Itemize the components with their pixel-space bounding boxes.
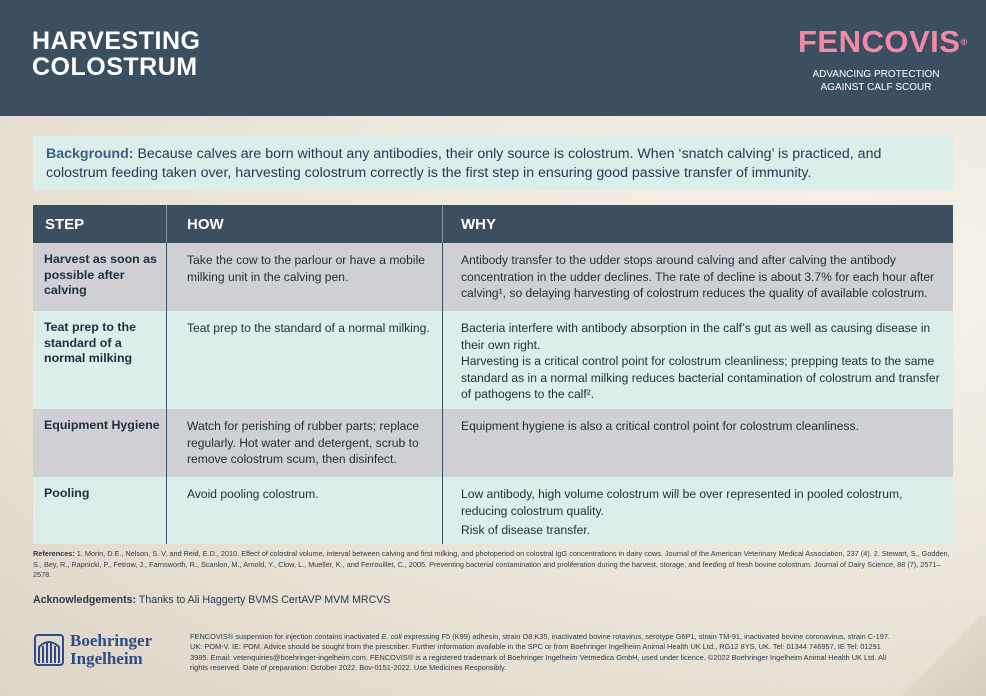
- background-box: [33, 136, 953, 190]
- step-cell: Teat prep to the standard of a normal milking: [44, 320, 137, 365]
- tagline-line-2: AGAINST CALF SCOUR: [820, 82, 932, 93]
- brand-reg-mark: ®: [960, 37, 968, 47]
- acknowledgements-label: Acknowledgements:: [33, 594, 137, 606]
- why-paragraph: Equipment hygiene is also a critical control point for colostrum cleanliness.: [461, 419, 859, 433]
- fencovis-logo: [798, 26, 968, 58]
- why-cell: [442, 477, 953, 544]
- how-cell: Avoid pooling colostrum.: [166, 477, 442, 544]
- brand-tagline: [790, 68, 962, 94]
- how-cell: Teat prep to the standard of a normal milking.: [166, 311, 442, 409]
- why-cell: [442, 409, 953, 477]
- why-cell: [442, 243, 953, 311]
- boehringer-logo: [34, 632, 152, 668]
- footer-text-1: FENCOVIS® suspension for injection contains inactivated: [190, 632, 382, 641]
- why-cell: [442, 311, 953, 409]
- why-paragraph: Harvesting is a critical control point for colostrum cleanliness; prepping teats to the same standard as in a normal milking reduces bacterial contamination of colostrum and transfer of pathogens to the calf².: [461, 354, 940, 401]
- table-row: [33, 477, 953, 544]
- brand-name: FENCOVIS: [798, 24, 961, 59]
- company-line-1: Boehringer: [70, 631, 153, 650]
- page-curl: [896, 616, 986, 696]
- header-banner: [0, 0, 986, 116]
- tagline-line-1: ADVANCING PROTECTION: [812, 69, 940, 80]
- references-label: References:: [33, 549, 75, 558]
- header-step: STEP: [45, 215, 85, 233]
- background-label: Background:: [46, 146, 134, 162]
- company-line-2: Ingelheim: [70, 649, 143, 668]
- step-cell: Harvest as soon as possible after calving: [44, 252, 157, 297]
- step-cell: Pooling: [44, 486, 90, 500]
- acknowledgements-text: Thanks to Ali Haggerty BVMS CertAVP MVM MRCVS: [136, 594, 391, 606]
- background-text: Because calves are born without any antibodies, their only source is colostrum. When ‘snatch calving’ is practiced, and colostrum feeding taken over, harvesting colostrum correctly is the first step in ensuring good passive transfer of immunity.: [46, 146, 882, 181]
- company-name: [70, 632, 152, 668]
- why-paragraph: Antibody transfer to the udder stops around calving and after calving the antibody concentration in the udder declines. The rate of decline is about 3.7% for each hour after calving¹, so delaying harvesting of colostrum reduces the quality of available colostrum.: [461, 253, 935, 300]
- legal-footer: [190, 632, 890, 673]
- how-cell: Take the cow to the parlour or have a mobile milking unit in the calving pen.: [166, 243, 442, 311]
- header-how: HOW: [166, 205, 442, 243]
- step-cell: Equipment Hygiene: [44, 418, 160, 432]
- acknowledgements: [33, 594, 390, 606]
- footer-text-2: expressing F5 (K99) adhesin, strain O8:K35, inactivated bovine rotavirus, serotype G6P1, strain TM-91, inactivated bovine coronavirus, strain C-197. UK: POM-V. IE: POM. Advice should be sought from the prescriber. Further information available in the SPC or from Boehringer Ingelheim Animal Health UK Ltd., RG12 8YS, UK. Tel: 01344 746957, IE Tel: 01291 3985. Email: vetenquiries@boehringer-ingelheim.com. FENCOVIS® is a registered trademark of Boehringer Ingelheim Vetmedica GmbH, used under licence. ©2022 Boehringer Ingelheim Animal Health UK Ltd. All rights reserved. Date of preparation: October 2022. Bov-0151-2022. Use Medicines Responsibly.: [190, 632, 890, 672]
- boehringer-building-icon: [34, 633, 64, 667]
- references-text: 1. Morin, D.E., Nelson, S. V, and Reid, E.D., 2010. Effect of colostral volume, interval between calving and first milking, and photoperiod on colostral IgG concentrations in dairy cows. Journal of the American Veterinary Medical Association, 237 (4). 2. Stewart, S., Godden, S., Bey, R., Rapnicki, P., Fetrow, J., Farnsworth, R., Scanlon, M., Arnold, Y., Clow, L., Mueller, K., and Ferrouillet, C., 2005. Preventing bacterial contamination and proliferation during the harvest, storage, and feeding of fresh bovine colostrum. Journal of Dairy Science, 88 (7), 2571–2578.: [33, 549, 950, 579]
- title-line-2: COLOSTRUM: [32, 53, 198, 81]
- table-row: [33, 243, 953, 311]
- references: [33, 549, 953, 581]
- title-line-1: HARVESTING: [32, 27, 201, 55]
- why-paragraph: Bacteria interfere with antibody absorption in the calf’s gut as well as causing disease in their own right.: [461, 321, 931, 352]
- why-paragraph: Risk of disease transfer.: [461, 523, 591, 537]
- table-header: [33, 205, 953, 243]
- why-paragraph: Low antibody, high volume colostrum will be over represented in pooled colostrum, reducing colostrum quality.: [461, 487, 903, 518]
- steps-table: [33, 205, 953, 544]
- table-row: [33, 409, 953, 477]
- header-why: WHY: [442, 205, 953, 243]
- table-row: [33, 311, 953, 409]
- how-cell: Watch for perishing of rubber parts; replace regularly. Hot water and detergent, scrub to remove colostrum scum, then disinfect.: [166, 409, 442, 477]
- page-title: [32, 28, 200, 80]
- footer-italic: E. coli: [381, 632, 402, 641]
